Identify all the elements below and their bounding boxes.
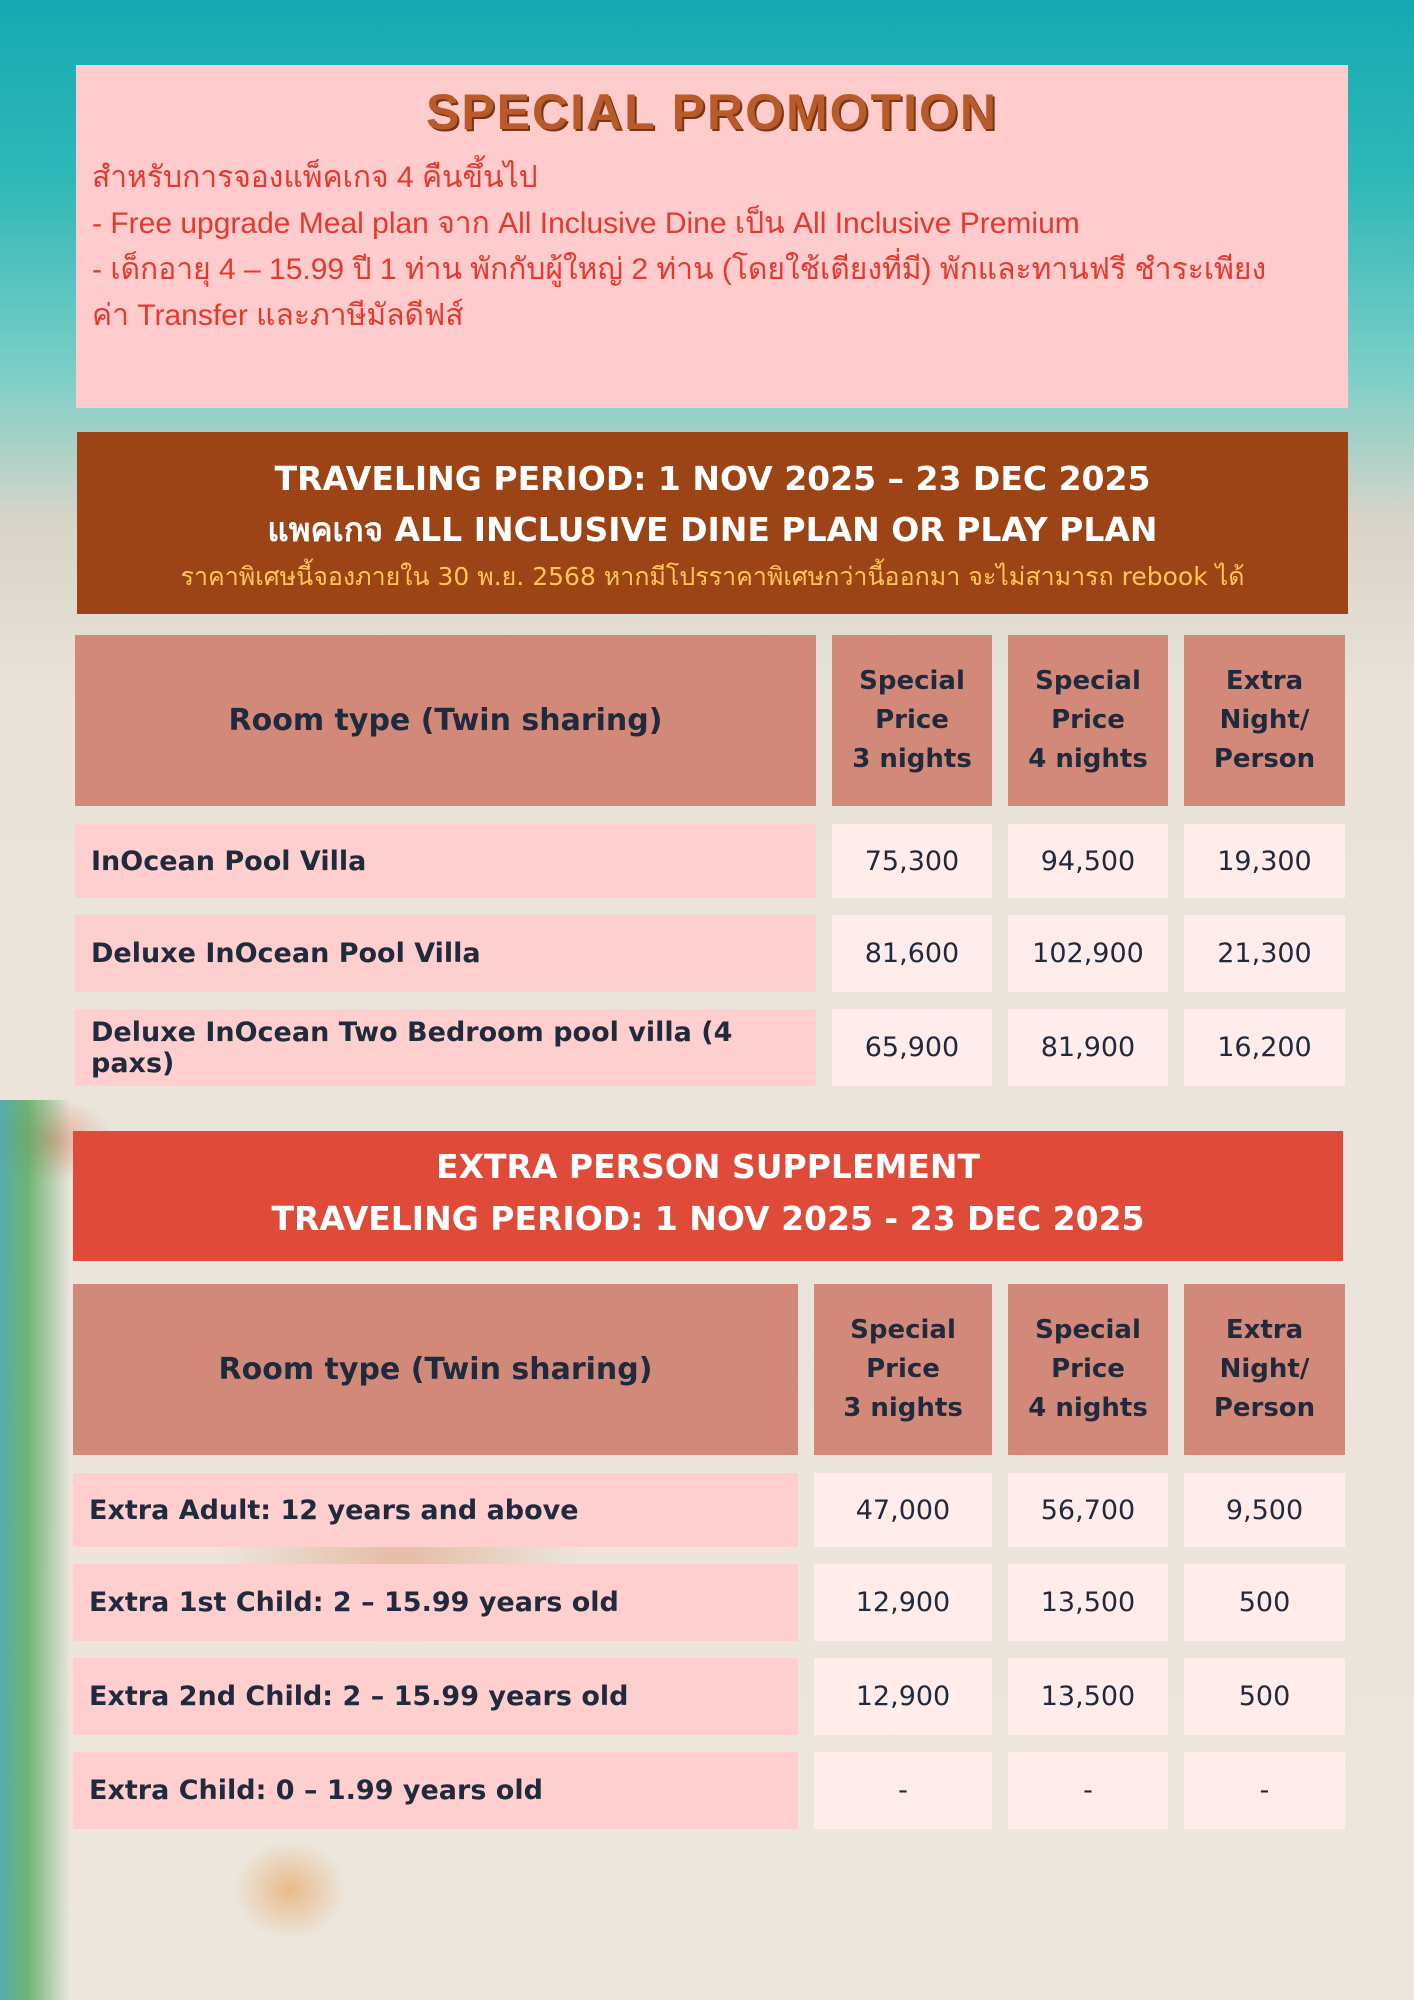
person-type: Extra 2nd Child: 2 – 15.99 years old: [73, 1658, 798, 1735]
header-price-4-nights: Special Price 4 nights: [1008, 635, 1168, 806]
period-title: TRAVELING PERIOD: 1 NOV 2025 – 23 DEC 2025: [274, 459, 1151, 498]
header-extra-night: Extra Night/ Person: [1184, 1284, 1345, 1455]
booking-condition-note: ราคาพิเศษนี้จองภายใน 30 พ.ย. 2568 หากมีโปรราคาพิเศษกว่านี้ออกมา จะไม่สามารถ rebook ได้: [180, 562, 1245, 591]
extra-person-banner: [73, 1131, 1343, 1261]
promotion-line: ค่า Transfer และภาษีมัลดีฟส์: [92, 299, 464, 332]
room-name: Deluxe InOcean Pool Villa: [75, 915, 816, 992]
price-3-nights: 12,900: [814, 1564, 992, 1641]
promotion-line: สำหรับการจองแพ็คเกจ 4 คืนขึ้นไป: [92, 161, 538, 194]
price-extra-night: 500: [1184, 1658, 1345, 1735]
extra-supplement-title: EXTRA PERSON SUPPLEMENT: [435, 1147, 981, 1186]
package-title: แพคเกจ ALL INCLUSIVE DINE PLAN OR PLAY PLAN: [267, 510, 1158, 549]
price-4-nights: 102,900: [1008, 915, 1168, 992]
price-4-nights: 81,900: [1008, 1009, 1168, 1086]
header-extra-night: Extra Night/ Person: [1184, 635, 1345, 806]
price-4-nights: 56,700: [1008, 1473, 1168, 1547]
room-name: InOcean Pool Villa: [75, 824, 816, 898]
price-3-nights: 75,300: [832, 824, 992, 898]
price-4-nights: 94,500: [1008, 824, 1168, 898]
promotion-title: SPECIAL PROMOTION: [425, 84, 998, 140]
promotion-line: - Free upgrade Meal plan จาก All Inclusive Dine เป็น All Inclusive Premium: [92, 207, 1080, 240]
header-room-type: Room type (Twin sharing): [75, 635, 816, 806]
price-extra-night: 16,200: [1184, 1009, 1345, 1086]
price-3-nights: -: [814, 1752, 992, 1829]
header-price-3-nights: Special Price 3 nights: [814, 1284, 992, 1455]
price-4-nights: 13,500: [1008, 1564, 1168, 1641]
price-extra-night: -: [1184, 1752, 1345, 1829]
price-extra-night: 500: [1184, 1564, 1345, 1641]
promotion-line: - เด็กอายุ 4 – 15.99 ปี 1 ท่าน พักกับผู้ใหญ่ 2 ท่าน (โดยใช้เตียงที่มี) พักและทานฟรี ชำระเพียง: [92, 253, 1267, 286]
price-3-nights: 81,600: [832, 915, 992, 992]
price-extra-night: 19,300: [1184, 824, 1345, 898]
header-price-4-nights: Special Price 4 nights: [1008, 1284, 1168, 1455]
extra-period-title: TRAVELING PERIOD: 1 NOV 2025 - 23 DEC 2025: [271, 1199, 1145, 1238]
person-type: Extra Adult: 12 years and above: [73, 1473, 798, 1547]
price-4-nights: 13,500: [1008, 1658, 1168, 1735]
special-promotion-box: [76, 65, 1348, 408]
price-extra-night: 9,500: [1184, 1473, 1345, 1547]
traveling-period-banner: [77, 432, 1348, 614]
person-type: Extra Child: 0 – 1.99 years old: [73, 1752, 798, 1829]
price-extra-night: 21,300: [1184, 915, 1345, 992]
header-room-type: Room type (Twin sharing): [73, 1284, 798, 1455]
price-4-nights: -: [1008, 1752, 1168, 1829]
price-3-nights: 47,000: [814, 1473, 992, 1547]
background-decoration: [0, 1100, 70, 2000]
person-type: Extra 1st Child: 2 – 15.99 years old: [73, 1564, 798, 1641]
room-name: Deluxe InOcean Two Bedroom pool villa (4 paxs): [75, 1009, 816, 1086]
price-3-nights: 65,900: [832, 1009, 992, 1086]
header-price-3-nights: Special Price 3 nights: [832, 635, 992, 806]
price-3-nights: 12,900: [814, 1658, 992, 1735]
